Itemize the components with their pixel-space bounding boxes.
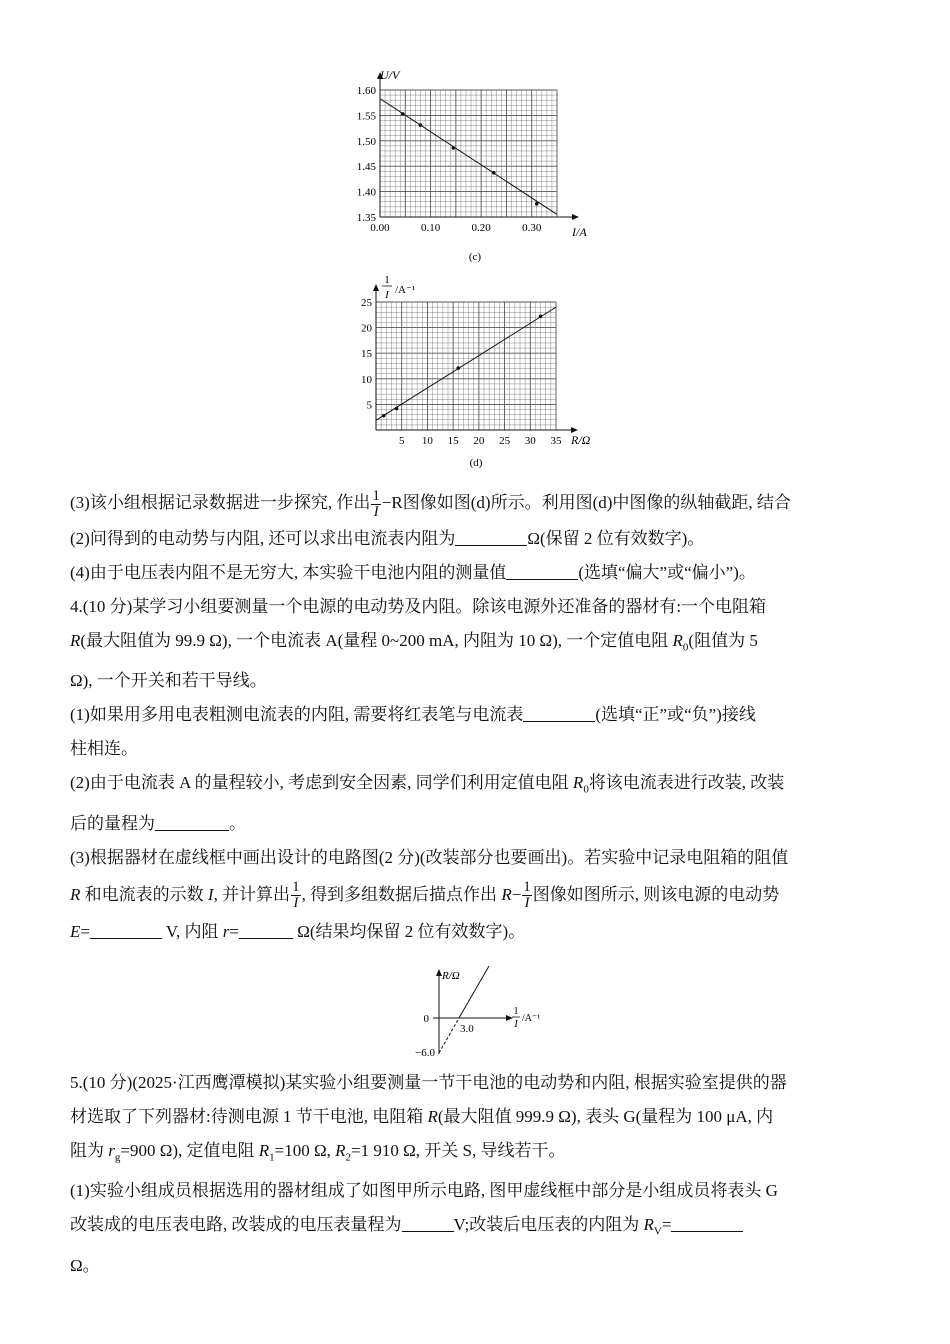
var-rg: r [108, 1141, 115, 1160]
q4-p3-text-b: 和电流表的示数 [80, 884, 208, 904]
fit-line [376, 307, 556, 420]
var-E: E [70, 921, 81, 941]
data-point [535, 202, 539, 206]
x-tick-label: 0.00 [370, 222, 390, 234]
answer-blank-internal-r[interactable] [239, 920, 293, 939]
q5-intro-1 [70, 1066, 888, 1100]
x-tick-label: 35 [550, 435, 562, 447]
q5-intro-text3c: =100 Ω, [274, 1141, 336, 1160]
q3-text-a: (3)该小组根据记录数据进一步探究, 作出 [70, 493, 371, 512]
answer-blank-terminal[interactable] [523, 703, 595, 722]
chart-q4 [405, 966, 555, 1066]
x-tick-label: 25 [499, 435, 511, 447]
grid-c [377, 72, 579, 220]
q4-intro-text3: Ω), 一个开关和若干导线。 [70, 671, 267, 691]
q4-intro-text1: 4.(10 分)某学习小组要测量一个电源的电动势及内阻。除该电源外还准备的器材有:一个电阻箱 [70, 597, 767, 616]
q4-p2-cont-text: 后的量程为 [70, 813, 155, 833]
sub-2: 2 [345, 1151, 352, 1164]
data-point [456, 366, 460, 370]
q4-p3-text-j: Ω(结果均保留 2 位有效数字)。 [292, 921, 526, 941]
eq-sign-rv: = [661, 1215, 672, 1235]
chart-c [340, 62, 620, 272]
y-intercept-label: −6.0 [415, 1047, 435, 1059]
var-R0: R [672, 631, 683, 650]
q4-part1-cont [70, 732, 888, 766]
figure-c [340, 62, 620, 272]
y-axis-label-d: /A⁻¹ [395, 284, 416, 296]
q4-p1-text: (1)如果用多用电表粗测电流表的内阻, 需要将红表笔与电流表 [70, 705, 524, 725]
var-R-3: R [70, 884, 81, 904]
var-R2: R [335, 1141, 346, 1160]
x-tick-label: 20 [473, 435, 485, 447]
q5-intro-text2b: (最大阻值 999.9 Ω), 表头 G(量程为 100 μA, 内 [437, 1107, 774, 1126]
q5-part1 [70, 1174, 888, 1208]
y-frac-den-d: I [385, 289, 389, 301]
x-frac-num-q4: 1 [513, 1006, 519, 1017]
q4-intro-text2: (最大阻值为 99.9 Ω), 一个电流表 A(量程 0~200 mA, 内阻为 10 Ω), 一个定值电阻 [80, 631, 673, 650]
x-tick-label: 10 [421, 435, 433, 447]
q4-p3-text-f: 图像如图所示, 则该电源的电动势 [532, 884, 780, 904]
y-tick-label: 15 [361, 348, 372, 361]
q4-intro-1 [70, 590, 888, 624]
q5-intro-text3a: 阻为 [70, 1141, 109, 1160]
ticks-c [357, 85, 542, 234]
q4-p2-text: (2)由于电流表 A 的量程较小, 考虑到安全因素, 同学们利用定值电阻 [70, 773, 573, 793]
q4-p3-dash: − [511, 884, 522, 904]
y-axis-label-q4: R/Ω [442, 970, 460, 982]
answer-blank-emf[interactable] [90, 920, 162, 939]
q5-p1-unit: Ω。 [70, 1255, 100, 1275]
q5-intro-text2a: 材选取了下列器材:待测电源 1 节干电池, 电阻箱 [70, 1107, 428, 1126]
x-intercept-label: 3.0 [460, 1023, 474, 1035]
q5-p1-text-c: V;改装后电压表的内阻为 [453, 1215, 644, 1235]
q4-part1 [70, 698, 888, 732]
answer-blank-voltmeter-resistance[interactable] [671, 1213, 743, 1232]
q4-p1-cont-text: 柱相连。 [70, 739, 138, 759]
y-tick-label: 1.35 [356, 212, 376, 224]
x-tick-label: 5 [398, 435, 405, 447]
sub-0: 0 [682, 641, 689, 654]
q5-intro-text3b: =900 Ω), 定值电阻 [120, 1141, 259, 1160]
data-point [419, 123, 423, 127]
y-axis-label-c: U/V [380, 68, 400, 82]
figure-q4-r-vs-inverse-i [405, 966, 555, 1066]
q4-p3-text-c: , 并计算出 [213, 884, 291, 904]
sub-g: g [114, 1151, 121, 1164]
question-3-block [70, 486, 888, 949]
q4-p2-text-b: 将该电流表进行改装, 改装 [588, 773, 785, 793]
var-I: I [207, 884, 214, 904]
q4-intro-2 [70, 624, 888, 664]
q5-p1-text-b: 改装成的电压表电路, 改装成的电压表量程为 [70, 1215, 402, 1235]
y-tick-label: 20 [361, 322, 372, 335]
y-tick-label: 5 [366, 399, 372, 412]
q4-p3-text: (3)根据器材在虚线框中画出设计的电路图(2 分)(改装部分也要画出)。若实验中记录电阻箱的阻值 [70, 847, 789, 867]
var-R1: R [258, 1141, 270, 1160]
x-tick-label: 0.10 [420, 222, 441, 234]
q4-part2-cont [70, 807, 888, 841]
sub-0-2: 0 [583, 783, 589, 796]
q4-p2-period: 。 [229, 813, 246, 833]
x-axis-arrow [572, 214, 579, 220]
var-RV: R [643, 1215, 654, 1235]
x-tick-label: 30 [524, 435, 536, 447]
marks-d [376, 307, 556, 420]
q4-p1-options: (选填“正”或“负”)接线 [595, 705, 756, 725]
var-R-q5: R [427, 1107, 438, 1126]
q4-data-line [459, 966, 489, 1018]
ticks-d [361, 297, 562, 447]
q5-intro-2 [70, 1100, 888, 1134]
q5-part1-line2 [70, 1208, 888, 1248]
fraction-1-over-i: $\frac{1}{I}$ [372, 487, 380, 520]
marks-c [380, 99, 557, 215]
q3-line2 [70, 522, 888, 556]
data-point [452, 146, 456, 150]
y-tick-label: 1.50 [356, 135, 376, 148]
sub-1: 1 [269, 1151, 275, 1164]
answer-blank-range[interactable] [155, 812, 229, 831]
caption-c: (c) [468, 251, 482, 263]
caption-d: (d) [469, 457, 483, 469]
q4-intro-3 [70, 664, 888, 698]
x-tick-label: 0.30 [522, 222, 542, 234]
q3-4-text: (4)由于电压表内阻不是无穷大, 本实验干电池内阻的测量值 [70, 563, 507, 582]
q4-part3 [70, 841, 888, 875]
var-R0-2: R [572, 773, 584, 793]
q3-part4 [70, 556, 888, 590]
y-tick-label: 1.40 [356, 186, 376, 199]
var-R: R [70, 631, 81, 650]
q5-p1-text: (1)实验小组成员根据选用的器材组成了如图甲所示电路, 图甲虚线框中部分是小组成员将表头 G [70, 1181, 778, 1201]
data-point [395, 407, 399, 411]
chart-d [340, 270, 620, 470]
eq-sign-e: = [80, 921, 90, 941]
q3-line2-unit: Ω(保留 2 位有效数字)。 [527, 529, 705, 548]
q4-p3-text-d: , 得到多组数据后描点作出 [301, 884, 502, 904]
x-frac-den-q4: I [514, 1019, 518, 1030]
q3-line2-text: (2)问得到的电动势与内阻, 还可以求出电流表内阻为 [70, 529, 456, 548]
y-tick-label: 1.60 [356, 85, 376, 97]
answer-blank-voltmeter-range[interactable] [402, 1213, 454, 1232]
y-tick-label: 25 [361, 297, 372, 309]
q3-text-b: −R图像如图(d)所示。利用图(d)中图像的纵轴截距, 结合 [381, 493, 791, 512]
q3-line1 [70, 486, 888, 520]
eq-sign-r: = [229, 921, 239, 941]
q4-p3-text-h: V, 内阻 [161, 921, 223, 941]
answer-blank-ammeter-resistance[interactable] [455, 527, 527, 546]
y-frac-num-d: 1 [384, 274, 390, 286]
var-R-4: R [501, 884, 512, 904]
q4-part3-line2 [70, 875, 888, 915]
q5-intro-text1: 5.(10 分)(2025·江西鹰潭模拟)某实验小组要测量一节干电池的电动势和内阻, 根据实验室提供的器 [70, 1073, 787, 1092]
x-tick-label: 0.20 [471, 222, 491, 234]
x-tick-label: 15 [447, 435, 459, 447]
fraction-1-over-i-3: $\frac{1}{I}$ [523, 879, 531, 912]
fit-line [380, 99, 557, 215]
data-point [539, 315, 543, 319]
y-tick-label: 1.45 [356, 161, 376, 174]
figure-d [340, 270, 620, 470]
data-point [401, 112, 405, 116]
y-tick-label: 1.55 [356, 110, 376, 123]
q5-intro-3 [70, 1134, 888, 1174]
q5-intro-text3d: =1 910 Ω, 开关 S, 导线若干。 [351, 1141, 566, 1160]
q4-part2 [70, 766, 888, 806]
var-r: r [222, 921, 230, 941]
y-tick-label: 10 [361, 373, 372, 386]
y-axis-arrow [373, 284, 379, 291]
data-point [382, 414, 386, 418]
q5-part1-line3 [70, 1249, 888, 1283]
sub-V: V [653, 1225, 662, 1238]
q4-intro-text2d: (阻值为 5 [688, 631, 758, 650]
x-axis-label-c: I/A [572, 225, 587, 239]
q3-4-options: (选填“偏大”或“偏小”)。 [578, 563, 756, 582]
answer-blank-internal-resistance-bias[interactable] [506, 561, 578, 580]
data-point [492, 171, 496, 175]
x-axis-label-d: R/Ω [571, 433, 591, 447]
x-axis-unit-q4: /A⁻¹ [522, 1013, 541, 1024]
q4-part3-line3 [70, 915, 888, 949]
origin-label: 0 [423, 1013, 429, 1025]
fraction-1-over-i-2: $\frac{1}{I}$ [292, 879, 300, 912]
question-5-block [70, 1066, 888, 1283]
grid-d [373, 284, 578, 433]
